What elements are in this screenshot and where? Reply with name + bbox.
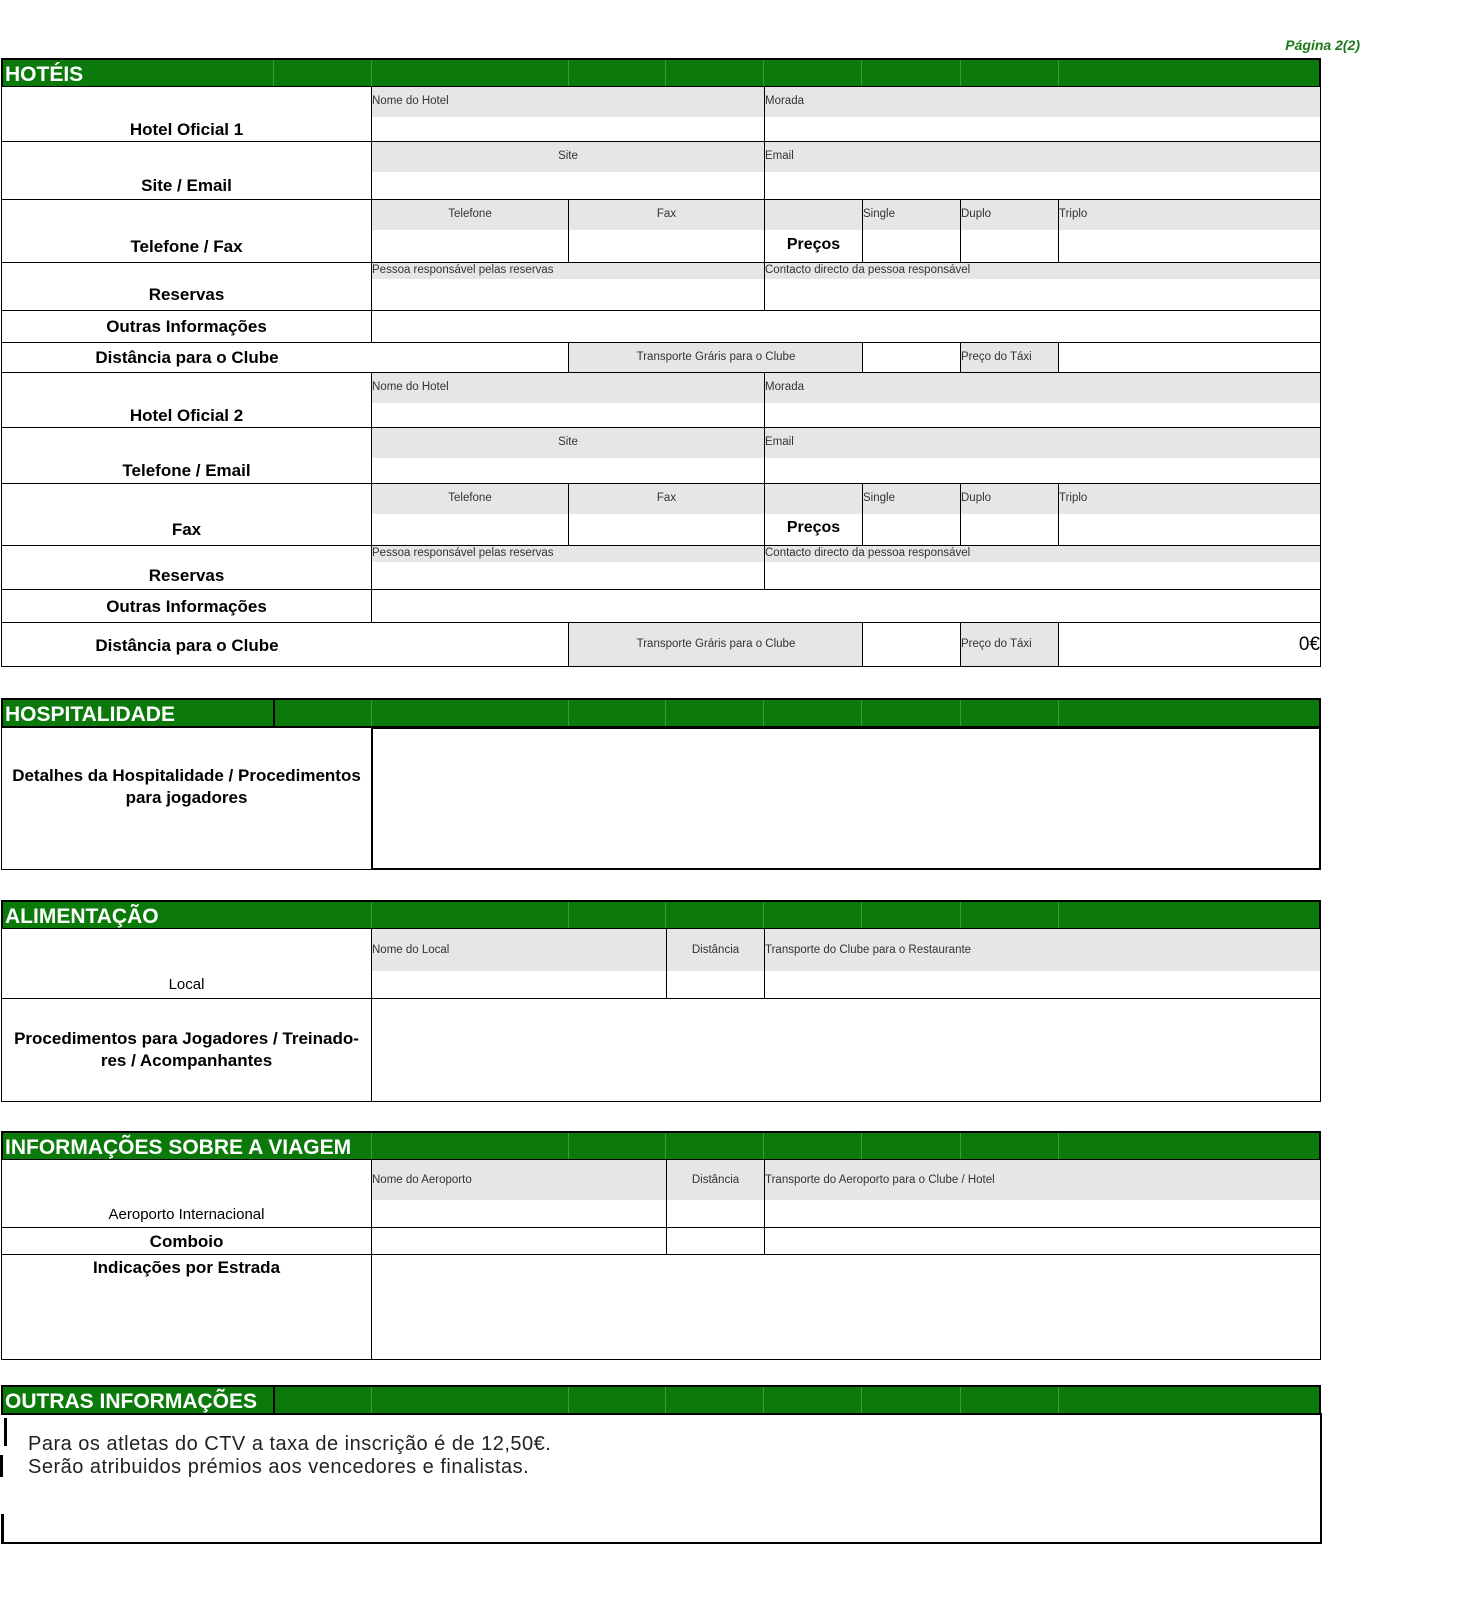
other-bottom-border bbox=[1, 1542, 1322, 1544]
double-label: Duplo bbox=[961, 208, 992, 220]
hotel1-email-field[interactable] bbox=[764, 141, 1321, 200]
email-label: Email bbox=[765, 150, 794, 162]
hotel1-other-info-field[interactable] bbox=[371, 310, 1321, 343]
hospitality-details-field[interactable] bbox=[371, 727, 1321, 870]
hotel2-distance-cell[interactable] bbox=[1, 622, 569, 667]
hotel2-free-transport-field[interactable] bbox=[862, 622, 961, 667]
food-procedures-label-cell bbox=[1, 998, 372, 1102]
hospitality-title: HOSPITALIDADE bbox=[5, 703, 175, 726]
hotel1-name-field[interactable] bbox=[371, 86, 765, 142]
other-info-line-1[interactable]: Para os atletas do CTV a taxa de inscrição é de 12,50€. bbox=[28, 1433, 552, 1455]
hotel2-other-info-label-cell bbox=[1, 589, 372, 623]
phone-label: Telefone bbox=[448, 208, 492, 220]
hotel2-distance-label: Distância para o Clube bbox=[95, 636, 279, 655]
other-right-border bbox=[1320, 1413, 1322, 1543]
travel-road-field[interactable] bbox=[371, 1254, 1321, 1360]
food-distance-label: Distância bbox=[691, 944, 740, 956]
travel-road-label-cell bbox=[1, 1254, 372, 1360]
food-title: ALIMENTAÇÃO bbox=[5, 905, 159, 928]
hotel1-other-info-label: Outras Informações bbox=[106, 317, 267, 336]
hotel1-direct-contact-field[interactable] bbox=[764, 262, 1321, 311]
address-label: Morada bbox=[765, 95, 804, 107]
food-place-name-field[interactable] bbox=[371, 928, 667, 999]
travel-airport-name-field[interactable] bbox=[371, 1159, 667, 1228]
hotel2-name-field[interactable] bbox=[371, 372, 765, 428]
hotel1-distance-label: Distância para o Clube bbox=[95, 348, 279, 367]
single-label: Single bbox=[863, 208, 895, 220]
hotel2-address-field[interactable] bbox=[764, 372, 1321, 428]
site-label: Site bbox=[558, 150, 578, 162]
travel-airport-label-cell bbox=[1, 1159, 372, 1228]
hotel2-site-email-label: Telefone / Email bbox=[122, 461, 251, 480]
hotel1-fax-field[interactable] bbox=[568, 199, 765, 263]
hotel2-phone-label: Fax bbox=[171, 520, 202, 539]
hotel1-triple-field[interactable] bbox=[1058, 199, 1321, 263]
hotel1-taxi-field[interactable] bbox=[1058, 342, 1321, 373]
travel-train-distance-field[interactable] bbox=[666, 1227, 765, 1255]
hotel2-email-field[interactable] bbox=[764, 427, 1321, 484]
fax-label: Fax bbox=[656, 208, 677, 220]
hotel2-phone-field[interactable] bbox=[371, 483, 569, 546]
hotel2-single-field[interactable] bbox=[862, 483, 961, 546]
hotel1-prices-cell bbox=[764, 199, 863, 263]
hotel1-label-cell bbox=[1, 86, 372, 142]
page-number: Página 2(2) bbox=[1285, 37, 1360, 53]
hospitality-section-header bbox=[1, 698, 1321, 728]
hotel1-reservation-person-field[interactable] bbox=[371, 262, 765, 311]
hotel2-label: Hotel Oficial 2 bbox=[129, 406, 244, 425]
hotel2-prices-cell bbox=[764, 483, 863, 546]
site-label: Site bbox=[558, 436, 578, 448]
food-distance-field[interactable] bbox=[666, 928, 765, 999]
hotel2-site-field[interactable] bbox=[371, 427, 765, 484]
hotel1-double-field[interactable] bbox=[960, 199, 1059, 263]
hotel1-single-field[interactable] bbox=[862, 199, 961, 263]
hotel1-site-email-label: Site / Email bbox=[141, 176, 232, 195]
hotel2-reservations-label-cell bbox=[1, 545, 372, 590]
direct-contact-label: Contacto directo da pessoa responsável bbox=[765, 547, 971, 559]
hotel2-reservations-label: Reservas bbox=[148, 566, 225, 585]
hotel1-reservations-label: Reservas bbox=[148, 285, 225, 304]
hotels-section-header bbox=[1, 58, 1321, 88]
other-info-line-2[interactable]: Serão atribuidos prémios aos vencedores e finalistas. bbox=[28, 1456, 530, 1478]
place-name-label: Nome do Local bbox=[372, 944, 450, 956]
food-transport-label: Transporte do Clube para o Restaurante bbox=[765, 944, 972, 956]
travel-section-header bbox=[1, 1131, 1321, 1161]
food-procedures-field[interactable] bbox=[371, 998, 1321, 1102]
hospitality-label-cell bbox=[1, 727, 372, 870]
triple-label: Triplo bbox=[1059, 492, 1088, 504]
hotel1-free-transport-field[interactable] bbox=[862, 342, 961, 373]
hotel1-label: Hotel Oficial 1 bbox=[129, 120, 244, 139]
airport-name-label: Nome do Aeroporto bbox=[372, 1174, 472, 1186]
phone-label: Telefone bbox=[448, 492, 492, 504]
hotel2-taxi-label-cell bbox=[960, 622, 1059, 667]
food-section-header bbox=[1, 900, 1321, 930]
hotel2-fax-field[interactable] bbox=[568, 483, 765, 546]
free-transport-label: Transporte Gráris para o Clube bbox=[636, 638, 796, 650]
hotel1-site-email-label-cell bbox=[1, 141, 372, 200]
hotels-title: HOTÉIS bbox=[5, 63, 84, 86]
other-title: OUTRAS INFORMAÇÕES bbox=[5, 1390, 257, 1413]
prices-label: Preços bbox=[786, 519, 841, 536]
text-cursor-mark bbox=[4, 1418, 7, 1446]
hotel1-phone-label-cell bbox=[1, 199, 372, 263]
travel-distance-field[interactable] bbox=[666, 1159, 765, 1228]
prices-label: Preços bbox=[786, 236, 841, 253]
hotel-name-label: Nome do Hotel bbox=[372, 381, 449, 393]
triple-label: Triplo bbox=[1059, 208, 1088, 220]
travel-road-label: Indicações por Estrada bbox=[92, 1258, 281, 1277]
travel-distance-label: Distância bbox=[691, 1174, 740, 1186]
travel-airport-label: Aeroporto Internacional bbox=[108, 1206, 265, 1223]
free-transport-label: Transporte Gráris para o Clube bbox=[636, 351, 796, 363]
travel-train-transport-field[interactable] bbox=[764, 1227, 1321, 1255]
food-transport-field[interactable] bbox=[764, 928, 1321, 999]
hotel2-taxi-value: 0€ bbox=[1298, 634, 1320, 655]
hotel1-distance-cell[interactable] bbox=[1, 342, 569, 373]
taxi-price-label: Preço do Táxi bbox=[961, 638, 1032, 650]
fax-label: Fax bbox=[656, 492, 677, 504]
hotel1-reservations-label-cell bbox=[1, 262, 372, 311]
food-local-label-cell bbox=[1, 928, 372, 999]
travel-train-label-cell bbox=[1, 1227, 372, 1255]
taxi-price-label: Preço do Táxi bbox=[961, 351, 1032, 363]
travel-train-label: Comboio bbox=[149, 1232, 224, 1251]
double-label: Duplo bbox=[961, 492, 992, 504]
reservation-person-label: Pessoa responsável pelas reservas bbox=[372, 264, 554, 276]
travel-title: INFORMAÇÕES SOBRE A VIAGEM bbox=[5, 1136, 352, 1159]
hotel2-reservation-person-field[interactable] bbox=[371, 545, 765, 590]
direct-contact-label: Contacto directo da pessoa responsável bbox=[765, 264, 971, 276]
hotel2-other-info-label: Outras Informações bbox=[106, 597, 267, 616]
hotel2-taxi-field[interactable] bbox=[1058, 622, 1321, 667]
hotel1-other-info-label-cell bbox=[1, 310, 372, 343]
reservation-person-label: Pessoa responsável pelas reservas bbox=[372, 547, 554, 559]
hotel1-site-field[interactable] bbox=[371, 141, 765, 200]
hotel2-triple-field[interactable] bbox=[1058, 483, 1321, 546]
hotel2-label-cell bbox=[1, 372, 372, 428]
text-cursor-mark bbox=[0, 1455, 3, 1477]
hospitality-details-label: Detalhes da Hospitalidade / Procedimentos para jogadores bbox=[12, 766, 361, 807]
hotel1-phone-label: Telefone / Fax bbox=[130, 237, 243, 256]
hotel-name-label: Nome do Hotel bbox=[372, 95, 449, 107]
hotel2-phone-label-cell bbox=[1, 483, 372, 546]
hotel2-other-info-field[interactable] bbox=[371, 589, 1321, 623]
hotel1-phone-field[interactable] bbox=[371, 199, 569, 263]
hotel2-site-email-label-cell bbox=[1, 427, 372, 484]
single-label: Single bbox=[863, 492, 895, 504]
hotel1-taxi-label-cell bbox=[960, 342, 1059, 373]
hotel2-double-field[interactable] bbox=[960, 483, 1059, 546]
travel-transport-label: Transporte do Aeroporto para o Clube / Hotel bbox=[765, 1174, 995, 1186]
food-local-label: Local bbox=[168, 976, 205, 993]
other-section-header bbox=[1, 1385, 1321, 1415]
travel-transport-field[interactable] bbox=[764, 1159, 1321, 1228]
hotel1-free-transport-cell bbox=[568, 342, 863, 373]
hotel2-direct-contact-field[interactable] bbox=[764, 545, 1321, 590]
email-label: Email bbox=[765, 436, 794, 448]
text-cursor-mark bbox=[1, 1514, 4, 1544]
travel-train-name-field[interactable] bbox=[371, 1227, 667, 1255]
address-label: Morada bbox=[765, 381, 804, 393]
hotel1-address-field[interactable] bbox=[764, 86, 1321, 142]
food-procedures-label: Procedimentos para Jogadores / Treinado-res / Acompanhantes bbox=[14, 1029, 359, 1070]
hotel2-free-transport-cell bbox=[568, 622, 863, 667]
